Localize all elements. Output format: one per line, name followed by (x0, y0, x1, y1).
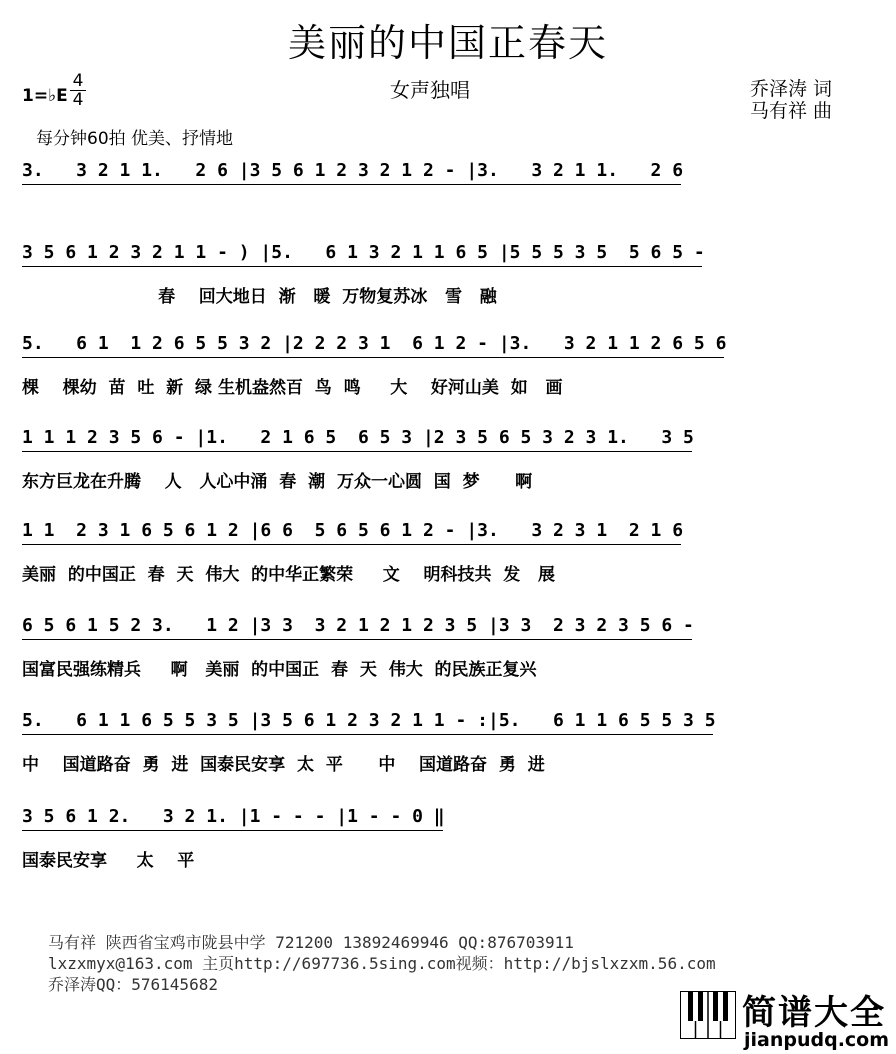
time-signature (70, 72, 86, 109)
notation-line: 3 5 6 1 2. 3 2 1. |1 - - - |1 - - 0 ‖ (22, 806, 445, 827)
composer-credit: 马有祥 曲 (750, 100, 833, 122)
lyrics-line: 棵 棵幼 苗 吐 新 绿 生机盎然百 鸟 鸣 大 好河山美 如 画 (22, 378, 563, 398)
beam-line (22, 357, 724, 358)
beam-line (22, 451, 692, 452)
lyrics-line: 东方巨龙在升腾 人 人心中涌 春 潮 万众一心圆 国 梦 啊 (22, 472, 533, 492)
notation-line: 3. 3 2 1 1. 2 6 |3 5 6 1 2 3 2 1 2 - |3. 3 2 1 1. 2 6 (22, 160, 684, 181)
beam-line (22, 266, 702, 267)
lyrics-line: 中 国道路奋 勇 进 国泰民安享 太 平 中 国道路奋 勇 进 (22, 755, 545, 775)
notation-line: 1 1 2 3 1 6 5 6 1 2 |6 6 5 6 5 6 1 2 - |3. 3 2 3 1 2 1 6 (22, 520, 684, 541)
notation-line: 6 5 6 1 5 2 3. 1 2 |3 3 3 2 1 2 1 2 3 5 |3 3 2 3 2 3 5 6 - (22, 615, 694, 636)
lyrics-line: 春 回大地日 渐 暖 万物复苏冰 雪 融 (22, 287, 497, 307)
beam-line (22, 544, 681, 545)
site-logo (680, 985, 895, 1054)
notation-line: 1 1 1 2 3 5 6 - |1. 2 1 6 5 6 5 3 |2 3 5 6 5 3 2 3 1. 3 5 (22, 427, 694, 448)
logo-url: jianpudq.com (744, 1029, 890, 1051)
footer-qq-line: 乔泽涛QQ：576145682 (48, 975, 218, 994)
footer-links-line: lxzxmyx@163.com 主页http://697736.5sing.com视频：http://bjslxzxm.56.com (48, 954, 716, 973)
logo-title: 简谱大全 (742, 993, 886, 1033)
piano-keys-icon (680, 991, 736, 1039)
beam-line (22, 184, 681, 185)
lyricist-credit: 乔泽涛 词 (750, 78, 833, 100)
beam-line (22, 639, 692, 640)
lyrics-line: 国富民强练精兵 啊 美丽 的中国正 春 天 伟大 的民族正复兴 (22, 660, 537, 680)
time-signature-bottom: 4 (70, 90, 86, 109)
footer-contact-line: 马有祥 陕西省宝鸡市陇县中学 721200 13892469946 QQ:876703911 (48, 933, 574, 952)
tempo-marking: 每分钟60拍 优美、抒情地 (36, 129, 234, 149)
performance-type: 女声独唱 (390, 78, 470, 102)
notation-line: 3 5 6 1 2 3 2 1 1 - ) |5. 6 1 3 2 1 1 6 5 |5 5 5 3 5 5 6 5 - (22, 242, 705, 263)
beam-line (22, 734, 713, 735)
notation-line: 5. 6 1 1 6 5 5 3 5 |3 5 6 1 2 3 2 1 1 - :|5. 6 1 1 6 5 5 3 5 (22, 710, 716, 731)
beam-line (22, 830, 443, 831)
lyrics-line: 国泰民安享 太 平 (22, 851, 195, 871)
time-signature-top: 4 (72, 71, 84, 91)
notation-line: 5. 6 1 1 2 6 5 5 3 2 |2 2 2 3 1 6 1 2 - |3. 3 2 1 1 2 6 5 6 (22, 333, 727, 354)
key-signature: 1=♭E (22, 86, 68, 106)
song-title: 美丽的中国正春天 (287, 21, 608, 65)
lyrics-line: 美丽 的中国正 春 天 伟大 的中华正繁荣 文 明科技共 发 展 (22, 565, 556, 585)
